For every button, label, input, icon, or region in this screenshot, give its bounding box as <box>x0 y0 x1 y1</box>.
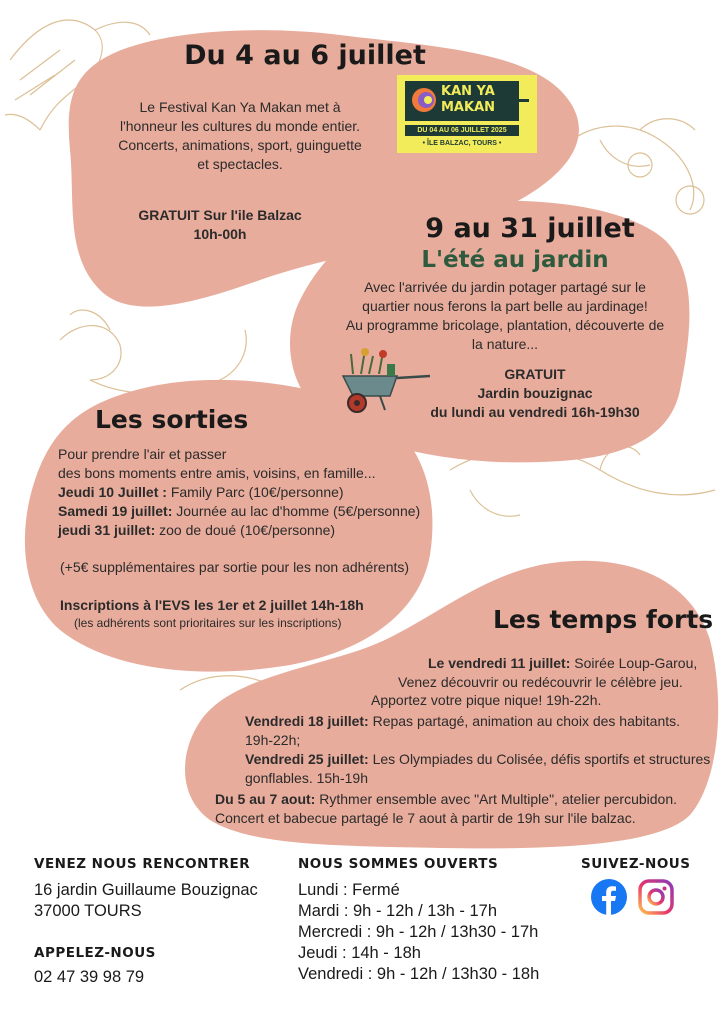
kan-ya-makan-logo <box>397 75 537 153</box>
sortie-3-text: zoo de doué (10€/personne) <box>155 522 336 538</box>
jardin-line-1: Avec l'arrivée du jardin potager partagé sur le <box>364 279 646 295</box>
opening-hours <box>298 880 539 985</box>
event-4-text: Rythmer ensemble avec "Art Multiple", atelier percubidon. <box>315 791 678 807</box>
sortie-3-label: jeudi 31 juillet: <box>58 522 156 538</box>
hours-monday: Lundi : Fermé <box>298 881 400 899</box>
event-2 <box>245 712 680 731</box>
event-4 <box>215 790 677 809</box>
sortie-1-label: Jeudi 10 Juillet : <box>58 484 167 500</box>
logo-place: • ÎLE BALZAC, TOURS • <box>422 140 502 147</box>
hours-friday: Vendredi : 9h - 12h / 13h30 - 18h <box>298 965 540 983</box>
jardin-line-2: quartier nous ferons la part belle au jardinage! <box>362 298 648 314</box>
festival-line-2: l'honneur les cultures du monde entier. <box>119 118 361 134</box>
sorties-intro-1: Pour prendre l'air et passer <box>58 446 227 462</box>
sorties-intro-2: des bons moments entre amis, voisins, en famille... <box>58 465 376 481</box>
event-3-text: Les Olympiades du Colisée, défis sportifs et structures <box>368 751 711 767</box>
jardin-title: 9 au 31 juillet <box>425 213 635 244</box>
jardin-line-3: Au programme bricolage, plantation, découverte de <box>345 317 665 333</box>
event-1 <box>428 654 697 673</box>
sorties-intro <box>58 445 375 483</box>
follow-heading: SUIVEZ-NOUS <box>581 856 691 872</box>
jardin-free: GRATUIT <box>504 366 566 382</box>
festival-line-3: Concerts, animations, sport, guinguette <box>118 137 362 153</box>
list-item <box>58 521 420 540</box>
event-1-label: Le vendredi 11 juillet: <box>428 655 571 671</box>
call-heading: APPELEZ-NOUS <box>34 945 156 961</box>
jardin-hours: du lundi au vendredi 16h-19h30 <box>430 404 640 420</box>
festival-free-info <box>100 206 340 244</box>
festival-free: GRATUIT Sur l'ile Balzac <box>138 207 302 223</box>
event-1-line-2: Venez découvrir ou redécouvrir le célèbre jeu. <box>398 674 683 690</box>
event-2-label: Vendredi 18 juillet: <box>245 713 369 729</box>
event-3-line-2: gonflables. 15h-19h <box>245 770 368 786</box>
logo-dates: DU 04 AU 06 JUILLET 2025 <box>405 125 519 136</box>
festival-line-4: et spectacles. <box>197 156 283 172</box>
sorties-note: (+5€ supplémentaires par sortie pour les non adhérents) <box>60 559 410 575</box>
sun-icon <box>409 85 439 115</box>
event-1-text: Soirée Loup-Garou, <box>570 655 698 671</box>
address-line-1: 16 jardin Guillaume Bouzignac <box>34 881 258 899</box>
phone-number[interactable]: 02 47 39 98 79 <box>34 968 145 986</box>
event-4-label: Du 5 au 7 aout: <box>215 791 316 807</box>
event-1-line-3: Apportez votre pique nique! 19h-22h. <box>371 692 602 708</box>
festival-title: Du 4 au 6 juillet <box>184 40 426 71</box>
sortie-2-label: Samedi 19 juillet: <box>58 503 173 519</box>
festival-line-1: Le Festival Kan Ya Makan met à <box>139 99 341 115</box>
list-item <box>58 502 420 521</box>
sorties-list <box>58 483 420 540</box>
logo-line-1: KAN YA <box>441 84 495 99</box>
sorties-inscriptions: Inscriptions à l'EVS les 1er et 2 juillet 14h-18h <box>60 597 364 613</box>
event-2-line-2: 19h-22h; <box>245 732 301 748</box>
sortie-1-text: Family Parc (10€/personne) <box>166 484 344 500</box>
event-2-text: Repas partagé, animation au choix des habitants. <box>368 713 681 729</box>
address <box>34 880 258 922</box>
temps-forts-title: Les temps forts <box>493 605 714 634</box>
event-4-line-2: Concert et babecue partagé le 7 aout à partir de 19h sur l'ile balzac. <box>215 810 636 826</box>
open-heading: NOUS SOMMES OUVERTS <box>298 856 499 872</box>
hours-thursday: Jeudi : 14h - 18h <box>298 944 421 962</box>
facebook-icon[interactable] <box>591 879 627 915</box>
hours-wednesday: Mercredi : 9h - 12h / 13h30 - 17h <box>298 923 539 941</box>
festival-description <box>100 98 380 174</box>
festival-hours: 10h-00h <box>193 226 247 242</box>
list-item <box>58 483 420 502</box>
event-3 <box>245 750 710 769</box>
logo-line-2: MAKAN <box>441 100 496 115</box>
jardin-place: Jardin bouzignac <box>477 385 593 401</box>
hours-tuesday: Mardi : 9h - 12h / 13h - 17h <box>298 902 498 920</box>
plug-icon <box>519 99 529 102</box>
jardin-subtitle: L'été au jardin <box>421 247 609 273</box>
address-line-2: 37000 TOURS <box>34 902 142 920</box>
meet-heading: VENEZ NOUS RENCONTRER <box>34 856 251 872</box>
jardin-free-info <box>400 365 670 422</box>
sortie-2-text: Journée au lac d'homme (5€/personne) <box>172 503 421 519</box>
instagram-icon[interactable] <box>638 879 674 915</box>
jardin-line-4: la nature... <box>471 336 539 352</box>
sorties-title: Les sorties <box>95 405 249 434</box>
sorties-priority: (les adhérents sont prioritaires sur les inscriptions) <box>74 616 342 630</box>
event-3-label: Vendredi 25 juillet: <box>245 751 369 767</box>
jardin-description <box>315 278 695 354</box>
